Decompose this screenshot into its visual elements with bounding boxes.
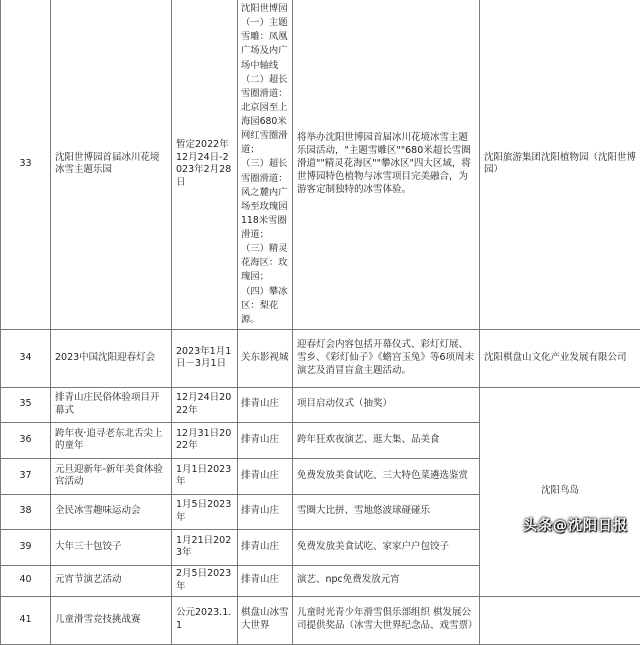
row-number: 35 bbox=[1, 387, 51, 422]
activity-time: 1月5日2023年 bbox=[172, 494, 238, 529]
activity-name: 儿童滑雪竞技挑战赛 bbox=[51, 596, 172, 644]
activity-content: 将举办沈阳世博园首届冰川花境冰雪主题乐园活动，"主题雪雕区""680米超长雪圈滑道""精灵花海区""攀冰区"四大区域，将世博园特色植物与冰雪项目完美融合，为游客定制独特的冰雪体验。 bbox=[293, 0, 480, 329]
row-number: 34 bbox=[1, 329, 51, 387]
activity-venue: 排青山庄 bbox=[238, 458, 293, 494]
watermark-logo-text: 头条@沈阳日报 bbox=[523, 515, 628, 535]
row-number: 38 bbox=[1, 494, 51, 529]
activity-content: 免费发放美食试吃、家家户户包饺子 bbox=[293, 529, 480, 565]
activity-venue: 排青山庄 bbox=[238, 529, 293, 565]
table-row bbox=[1, 329, 640, 387]
row-number: 33 bbox=[1, 0, 51, 329]
activity-venue bbox=[238, 0, 293, 329]
activity-name: 排青山庄民俗体验项目开幕式 bbox=[51, 387, 172, 422]
activity-time: 暂定2022年12月24日-2023年2月28日 bbox=[172, 0, 238, 329]
activity-time: 2023年1月1日－3月1日 bbox=[172, 329, 238, 387]
activity-time: 2月5日2023年 bbox=[172, 565, 238, 596]
row-number: 36 bbox=[1, 422, 51, 458]
venue-line: （三）精灵花海区：玫瑰园； bbox=[241, 242, 289, 284]
activity-venue: 排青山庄 bbox=[238, 422, 293, 458]
table-row bbox=[1, 0, 640, 329]
activity-venue: 排青山庄 bbox=[238, 565, 293, 596]
activity-venue: 棋盘山冰雪大世界 bbox=[238, 596, 293, 644]
venue-line: （二）超长雪圈滑道：北京园至上海园680米网红雪圈滑道； bbox=[241, 73, 289, 158]
row-number: 41 bbox=[1, 596, 51, 644]
activity-name: 2023中国沈阳迎春灯会 bbox=[51, 329, 172, 387]
row-number: 39 bbox=[1, 529, 51, 565]
activity-time: 12月31日2022年 bbox=[172, 422, 238, 458]
activity-content: 项目启动仪式（抽奖） bbox=[293, 387, 480, 422]
venue-line: （四）攀冰区：梨花源。 bbox=[241, 285, 289, 327]
activity-name: 沈阳世博园首届冰川花境冰雪主题乐园 bbox=[51, 0, 172, 329]
activity-time: 1月1日2023年 bbox=[172, 458, 238, 494]
activity-venue: 关东影视城 bbox=[238, 329, 293, 387]
organizer: 沈阳棋盘山文化产业发展有限公司 bbox=[480, 329, 640, 387]
activity-time: 公元2023.1.1 bbox=[172, 596, 238, 644]
organizer bbox=[480, 596, 640, 644]
activity-time: 12月24日2022年 bbox=[172, 387, 238, 422]
venue-line: 沈阳世博园 bbox=[241, 2, 289, 16]
activity-content: 雪圈大比拼、雪地悠波球碰碰乐 bbox=[293, 494, 480, 529]
activity-venue: 排青山庄 bbox=[238, 387, 293, 422]
activity-name: 元旦迎新年-新年美食体验官活动 bbox=[51, 458, 172, 494]
activity-name: 元宵节演艺活动 bbox=[51, 565, 172, 596]
table-row bbox=[1, 596, 640, 644]
activity-content: 儿童时光青少年滑雪俱乐部组织 棋发展公司提供奖品（冰雪大世界纪念品、戏雪票） bbox=[293, 596, 480, 644]
activity-time: 1月21日2023年 bbox=[172, 529, 238, 565]
activity-content: 演艺、npc免费发放元宵 bbox=[293, 565, 480, 596]
activity-name: 跨年夜·追寻老东北舌尖上的童年 bbox=[51, 422, 172, 458]
venue-line: （一）主题雪雕：凤凰广场及内广场中轴线 bbox=[241, 16, 289, 73]
activity-venue: 排青山庄 bbox=[238, 494, 293, 529]
table-row bbox=[1, 387, 640, 422]
activity-name: 全民冰雪趣味运动会 bbox=[51, 494, 172, 529]
activity-content: 跨年狂欢夜演艺、逛大集、品美食 bbox=[293, 422, 480, 458]
activity-name: 大年三十包饺子 bbox=[51, 529, 172, 565]
venue-line: （三）超长雪圈滑道：风之麓内广场至玫瑰园118米雪圈滑道； bbox=[241, 157, 289, 242]
activity-content: 迎春灯会内容包括开幕仪式、彩灯灯展、雪乡、《彩灯仙子》《蟾宫玉兔》等6项周末演艺及消冒盲盒主题活动。 bbox=[293, 329, 480, 387]
organizer: 沈阳旅游集团沈阳植物园（沈阳世博园） bbox=[480, 0, 640, 329]
activity-content: 免费发放美食试吃、三大特色菜遴选鉴赏 bbox=[293, 458, 480, 494]
organizer-merged: 沈阳鸟岛 bbox=[480, 387, 640, 596]
row-number: 40 bbox=[1, 565, 51, 596]
row-number: 37 bbox=[1, 458, 51, 494]
